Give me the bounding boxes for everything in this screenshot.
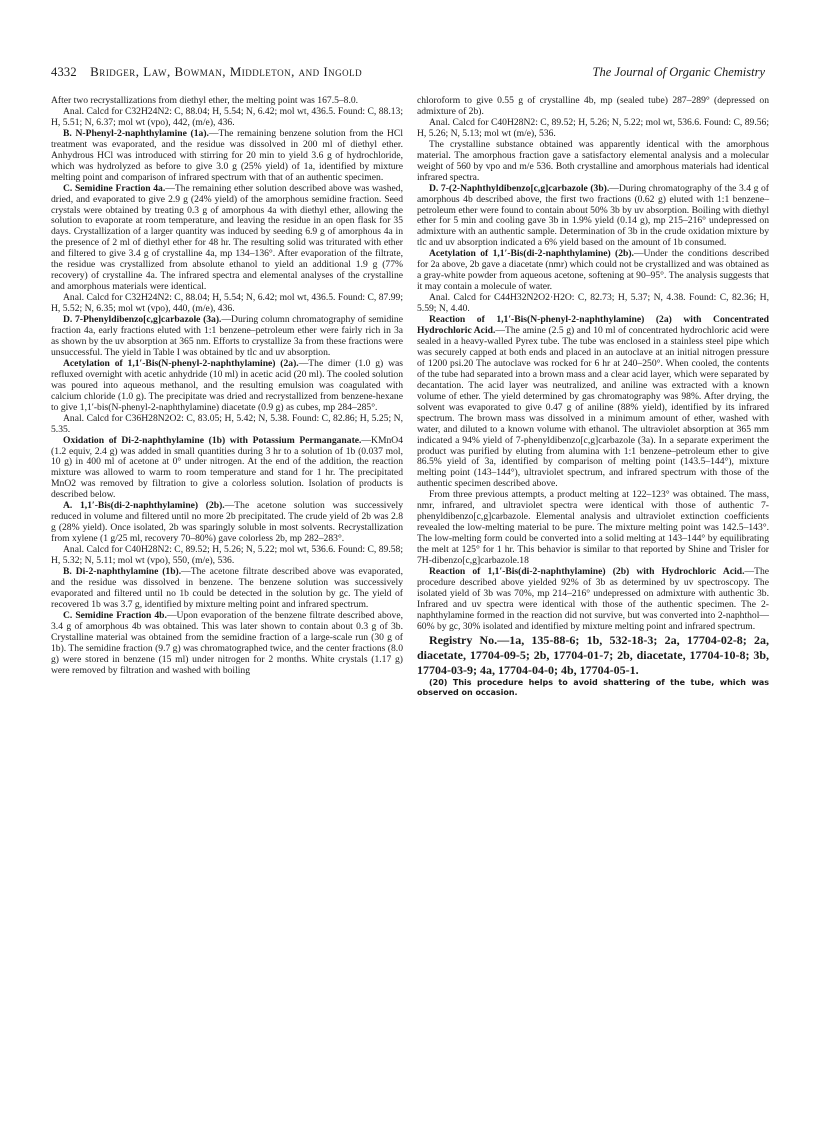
paragraph-text: —Under the conditions described for 2a above, 2b gave a diacetate (nmr) which could not be crystallized and was obtained as a gray-white powder from aqueous acetone, softening at 90–95°. The analysis suggests that it may contain a molecule of water.	[417, 248, 770, 293]
paragraph-heading: C. Semidine Fraction 4a.	[63, 182, 166, 194]
paragraph-text: —KMnO4 (1.2 equiv, 2.4 g) was added in small quantities during 3 hr to a solution of 1b (0.037 mol, 10 g) in 400 ml of acetone at 0° under nitrogen. At the end of the addition, the reaction mixture was allowed to warm to room temperature and stand for 1 hr. The precipitated MnO2 was removed by filtration to give a colorless solution. Isolation of products is described below.	[51, 434, 403, 501]
paragraph-heading: Acetylation of 1,1′-Bis(N-phenyl-2-naphthylamine) (2a).	[63, 357, 299, 369]
paragraph	[51, 567, 403, 611]
paragraph-text: —The dimer (1.0 g) was refluxed overnight with acetic anhydride (10 ml) in acetic acid (20 ml). The cooled solution was poured into aqueous methanol, and the resulting emulsion was coagulated with calcium chloride (1.0 g). The precipitate was dried and recrystallized from benzene-hexane to give 1,1′-bis(N-phenyl-2-naphthylamine) diacetate (0.9 g) as cubes, mp 284–285°.	[51, 357, 403, 413]
paragraph-heading: Reaction of 1,1′-Bis(di-2-naphthylamine) (2b) with Hydrochloric Acid.	[429, 565, 745, 577]
paragraph	[417, 140, 769, 184]
paragraph	[51, 107, 403, 129]
paragraph-heading: C. Semidine Fraction 4b.	[63, 609, 167, 621]
header-authors: Bridger, Law, Bowman, Middleton, and Ingold	[90, 64, 363, 79]
paragraph-text: —The remaining benzene solution from the HCl treatment was evaporated, and the residue was dissolved in 200 ml of diethyl ether. Anhydrous HCl was introduced with stirring for 20 min to yield 3.6 g of hydrochloride, which was hydrolyzed as before to give 3.0 g (25% yield) of 1a, identified by mixture melting point and comparison of infrared spectrum with that of an authentic specimen.	[51, 127, 404, 183]
paragraph-heading: B. Di-2-naphthylamine (1b).	[63, 565, 182, 577]
paragraph	[417, 249, 769, 293]
paragraph-heading: D. 7-(2-Naphthyldibenzo[c,g]carbazole (3b).	[429, 182, 610, 194]
paragraph-text: Anal. Calcd for C32H24N2: C, 88.04; H, 5.54; N, 6.42; mol wt, 436.5. Found: C, 87.99; H, 5.52; N, 6.35; mol wt (vpo), 440, (m/e), 436.	[51, 292, 403, 315]
paragraph	[51, 129, 403, 184]
paragraph	[417, 293, 769, 315]
paragraph	[417, 184, 769, 250]
paragraph	[51, 315, 403, 359]
paragraph-text: Anal. Calcd for C36H28N2O2: C, 83.05; H, 5.42; N, 5.38. Found: C, 82.86; H, 5.25; N, 5.35.	[51, 412, 403, 435]
registry-numbers	[417, 633, 769, 678]
paragraph-text: Anal. Calcd for C32H24N2: C, 88.04; H, 5.54; N, 6.42; mol wt, 436.5. Found: C, 88.13; H, 5.51; N, 6.37; mol wt (vpo), 442, (m/e), 436.	[51, 105, 403, 128]
paragraph-text: From three previous attempts, a product melting at 122–123° was obtained. The mass, nmr, infrared, and ultraviolet spectra were identical with those of authentic 7-phenyldibenzo[c,g]carbazole. Elemental analysis and ultraviolet extinction coefficients revealed the low-melting material to be pure. The mixture melting point was 142.5–143°. The low-melting form could be converted into a solid melting at 143–144° by equilibrating the melt at 125° for 1 hr. This behavior is similar to that reported by Shine and Trisler for 7H-dibenzo[c,g]carbazole.18	[417, 489, 769, 567]
paragraph-text: —The procedure described above yielded 92% of 3b as determined by uv spectroscopy. The isolated yield of 3b was 70%, mp 214–216° undepressed on admixture with authentic 3b. Infrared and uv spectra were identical with those of the authentic specimen. The 2-naphthylamine formed in the reaction did not survive, but was converted into 2-naphthol—60% by gc, 30% isolated and identified by mixture melting point and infrared spectrum.	[417, 565, 769, 632]
paragraph	[51, 414, 403, 436]
paragraph	[417, 315, 769, 490]
paragraph	[51, 545, 403, 567]
footnote: (20) This procedure helps to avoid shattering of the tube, which was observed on occasion.	[417, 677, 769, 697]
paragraph-heading: B. N-Phenyl-2-naphthylamine (1a).	[63, 127, 209, 139]
paragraph-text: —The amine (2.5 g) and 10 ml of concentrated hydrochloric acid were sealed in a heavy-walled Pyrex tube. The tube was enclosed in a stainless steel pipe which was securely capped at both ends and placed in an autoclave at an initial nitrogen pressure of 1200 psi.20 The autoclave was rocked for 6 hr at 240–250°. When cooled, the contents of the tube had separated into a brown mass and a clear acid layer, which were separated by decantation. The acid layer was neutralized, and aniline was extracted with a known volume of ether. The yield determined by gas chromatography was 98%. After drying, the solvent was evaporated to give 0.47 g of aniline (88% yield), identified by its infrared spectrum. The brown mass was dissolved in a minimum amount of ether, washed with water, and diluted to a known volume with ethanol. The ultraviolet absorption at 365 mm indicated a 94% yield of 7-phenyldibenzo[c,g]carbazole (3a). In a separate experiment the product was purified by eluting from alumina with 1:1 benzene–petroleum ether to give 86.5% yield of 3a, identified by comparison of melting point (143.5–144°), mixture melting point (143–144°), ultraviolet spectrum, and infrared spectrum with those of the authentic specimen described above.	[417, 325, 770, 490]
paragraph-text: —During chromatography of the 3.4 g of amorphous 4b described above, the first two fractions (0.62 g) eluted with 1:1 benzene–petroleum ether were found to contain about 50% 3b by uv absorption. Boiling with diethyl ether for 5 min and cooling gave 3b in 1.9% yield (0.14 g), mp 215–216° undepressed on admixture with an authentic sample. Determination of 3b in the crude oxidation mixture by tlc and uv absorption indicated a 6% yield based on the amount of 1b consumed.	[417, 182, 769, 249]
paragraph	[417, 96, 769, 118]
journal-title: The Journal of Organic Chemistry	[592, 65, 765, 79]
page-header	[51, 64, 765, 82]
registry-label: Registry No.	[429, 632, 498, 647]
paragraph	[51, 184, 403, 294]
paragraph	[417, 567, 769, 633]
paragraph-text: Anal. Calcd for C44H32N2O2·H2O: C, 82.73; H, 5.37; N, 4.38. Found: C, 82.36; H, 5.59; N, 4.40.	[417, 292, 769, 315]
paragraph	[417, 490, 769, 567]
page-number: 4332	[51, 65, 77, 79]
paragraph-text: After two recrystallizations from diethyl ether, the melting point was 167.5–8.0.	[51, 95, 359, 106]
paragraph	[51, 501, 403, 545]
paragraph-text: Anal. Calcd for C40H28N2: C, 89.52; H, 5.26; N, 5.22; mol wt, 536.6. Found: C, 89.56; H, 5.26; N, 5.13; mol wt (m/e), 536.	[417, 116, 769, 139]
paragraph-text: —The acetone filtrate described above was evaporated, and the residue was dissolved in benzene. The benzene solution was successively evaporated and filtered until no 1b could be detected in the solution by gc. The yield of recovered 1b was 3.7 g, identified by mixture melting point and infrared spectrum.	[51, 565, 404, 610]
paragraph	[51, 293, 403, 315]
paragraph-text: —Upon evaporation of the benzene filtrate described above, 3.4 g of amorphous 4b was obtained. This was later shown to contain about 0.3 g of 3b. Crystalline material was obtained from the semidine fraction of a large-scale run (30 g of 1b). The semidine fraction (9.7 g) was chromatographed twice, and the center fractions (8.0 g) were stored in benzene (15 ml) under nitrogen for 2 months. White crystals (1.17 g) were removed by filtration and washed with boiling	[51, 609, 403, 676]
left-column	[51, 96, 403, 677]
paragraph	[51, 611, 403, 677]
paragraph-heading: Oxidation of Di-2-naphthylamine (1b) with Potassium Permanganate.	[63, 434, 362, 446]
header-left	[51, 64, 362, 80]
paragraph-heading: Reaction of 1,1′-Bis(N-phenyl-2-naphthylamine) (2a) with Concentrated Hydrochloric Acid.	[417, 314, 769, 337]
paragraph	[417, 118, 769, 140]
paragraph-heading: Acetylation of 1,1′-Bis(di-2-naphthylamine) (2b).	[429, 248, 634, 260]
paragraph-text: —The acetone solution was successively reduced in volume and filtered until no more 2b precipitated. The crude yield of 2b was 2.8 g (28% yield). Once isolated, 2b was sparingly soluble in most solvents. Recrystallization from xylene (1 g/25 ml, recovery 70–80%) gave colorless 2b, mp 282–283°.	[51, 500, 403, 545]
paragraph-text: The crystalline substance obtained was apparently identical with the amorphous material. The amorphous fraction gave a satisfactory elemental analysis and a molecular weight of 560 by vpo and m/e 536. Both crystalline and amorphous materials had identical infrared spectra.	[417, 138, 769, 183]
paragraph-text: —The remaining ether solution described above was washed, dried, and evaporated to give 2.9 g (24% yield) of the amorphous semidine fraction. Seed crystals were obtained by treating 0.3 g of amorphous 4a with diethyl ether, allowing the solution to evaporate at room temperature, and leaving the residue in an open flask for 35 days. Crystallization of a larger quantity was induced by seeding 6.9 g of amorphous 4a in the presence of 2 ml of diethyl ether for 48 hr. The resulting solid was triturated with ether and filtered to give 3.4 g of crystalline 4a, mp 134–136°. After evaporation of the filtrate, the residue was crystallized from absolute ethanol to yield an additional 1.9 g (77% recovery) of crystalline 4a. The infrared spectra and elemental analyses of the crystalline and amorphous materials were identical.	[51, 182, 404, 293]
paragraph-heading: A. 1,1′-Bis(di-2-naphthylamine) (2b).	[63, 500, 225, 512]
right-column	[417, 96, 769, 698]
paragraph-text: —During column chromatography of semidine fraction 4a, early fractions eluted with 1:1 benzene–petroleum ether were fairly rich in 3a as shown by the uv absorption at 365 nm. Efforts to crystallize 3a from these fractions were unsuccessful. The yield in Table I was obtained by tlc and uv absorption.	[51, 314, 403, 358]
registry-text: —1a, 135-88-6; 1b, 532-18-3; 2a, 17704-02-8; 2a, diacetate, 17704-09-5; 2b, 17704-01-7; 2b, diacetate, 17704-10-8; 3b, 17704-03-9; 4a, 17704-04-0; 4b, 17704-05-1.	[417, 632, 770, 677]
paragraph-heading: D. 7-Phenyldibenzo[c,g]carbazole (3a).	[63, 314, 222, 326]
paragraph-text: chloroform to give 0.55 g of crystalline 4b, mp (sealed tube) 287–289° (depressed on admixture of 2b).	[417, 95, 769, 117]
paragraph	[51, 359, 403, 414]
paragraph-text: Anal. Calcd for C40H28N2: C, 89.52; H, 5.26; N, 5.22; mol wt, 536.6. Found: C, 89.58; H, 5.32; N, 5.11; mol wt (vpo), 550, (m/e), 536.	[51, 544, 403, 567]
paragraph	[51, 436, 403, 502]
